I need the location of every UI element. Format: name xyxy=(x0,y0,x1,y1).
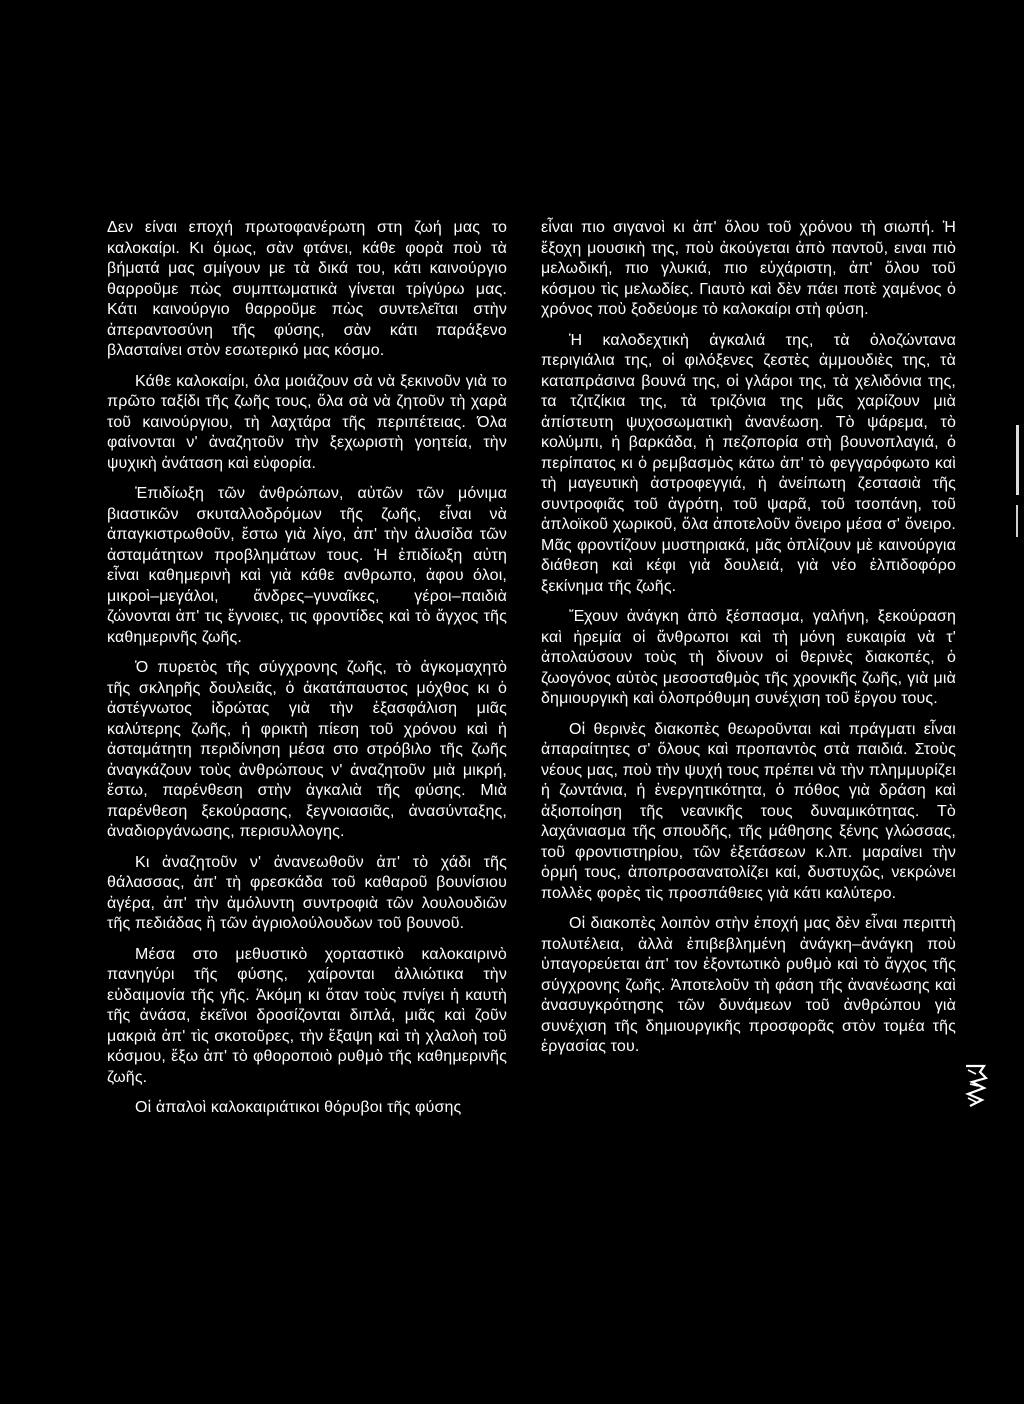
scan-edge-mark xyxy=(1016,505,1018,537)
paragraph: Ἐπιδίωξη τῶν ἀνθρώπων, αὐτῶν τῶν μόνιμα βιαστικῶν σκυταλλοδρόμων τῆς ζωῆς, εἶναι νὰ ἀπαγκιστρωθοῦν, ἔστω γιὰ λίγο, ἀπ' τὴν ἀλυσίδα τῶν ἀσταμάτητων προβλημάτων τους. Ἡ ἐπιδίωξη αὐτη εἶναι καθημερινὴ καὶ γιὰ κάθε ανθρωπο, ἀφου όλοι, μικροὶ–μεγάλοι, ἄνδρες–γυναῖκες, γέροι–παιδιὰ ζώνονται ἀπ' τις ἔγνοιες, τις φροντίδες καὶ τὸ ἄγχος τῆς καθημερινῆς ζωῆς. xyxy=(107,485,507,646)
paragraph: Ἔχουν ἀνάγκη ἀπὸ ξέσπασμα, γαλήνη, ξεκούραση καὶ ἠρεμία οἱ ἄνθρωποι καὶ τὴ μόνη ευκαιρία νὰ τ' ἀπολαύσουν τοὺς τὴ δίνουν οἱ θερινὲς διακοπές, ὁ ζωογόνος αὐτὸς μεσοσταθμὸς τῆς χρονικῆς ζωῆς, γιὰ μιὰ δημιουργικὴ καὶ ὁλοπρόθυμη συνέχιση τοῦ ἔργου τους. xyxy=(541,608,956,707)
paragraph: Οἱ διακοπὲς λοιπὸν στὴν ἐποχή μας δὲν εἶναι περιττὴ πολυτέλεια, ἀλλὰ ἐπιβεβλημένη ἀνάγκη–ἀνάγκη ποὺ ὑπαγορεύεται ἀπ' τον ἐξοντωτικὸ ρυθμὸ καὶ τὸ ἄγχος τῆς σύγχρονης ζωῆς. Ἀποτελοῦν τὴ φάση τῆς ἀνανέωσης καὶ ἀνασυγκρότησης τῶν δυνάμεων τοῦ ἀνθρώπου γιὰ συνέχιση τῆς δημιουργικῆς προσφορᾶς στὸν τομέα τῆς ἐργασίας του. xyxy=(541,915,956,1055)
paragraph: Μέσα στο μεθυστικὸ χορταστικὸ καλοκαιρινὸ πανηγύρι τῆς φύσης, χαίρονται ἀλλιώτικα τὴν εὐδαιμονία τῆς γῆς. Ἀκόμη κι ὅταν τοὺς πνίγει ἡ καυτὴ τῆς ἀνάσα, ἐκεῖνοι δροσίζονται διπλά, μιᾶς καὶ ζοῦν μακριὰ ἀπ' τὶς σκοτοῦρες, τὴν ἔξαψη καὶ τὴ χλαλοὴ τοῦ κόσμου, ἔξω ἀπ' τὸ φθοροποιὸ ρυθμὸ τῆς καθημερινῆς ζωῆς. xyxy=(107,945,507,1086)
paragraph: Κι ἀναζητοῦν ν' ἀνανεωθοῦν ἀπ' τὸ χάδι τῆς θάλασσας, ἀπ' τὴ φρεσκάδα τοῦ καθαροῦ βουνίσιου ἀγέρα, ἀπ' τὴν ἀμόλυντη συντροφιὰ τῶν λουλουδιῶν τῆς πεδιάδας ἢ τῶν ἀγριολούλουδων τοῦ βουνοῦ. xyxy=(107,853,507,932)
paragraph: Δεν είναι εποχή πρωτοφανέρωτη στη ζωή μας το καλοκαίρι. Κι όμως, σὰν φτάνει, κάθε φορὰ ποὺ τὰ βήματά μας σμίγουν με τὰ δικά του, κάτι καινούργιο θαρροῦμε πὼς συμπτωματικὰ γίνεται τρίγύρω μας. Κάτι καινούργιο θαρροῦμε πὼς συντελεῖται στὴν ἀπεραντοσύνη τῆς φύσης, σὰν κάτι παράξενο βλασταίνει στὸν εσωτερικό μας κόσμο. xyxy=(107,219,507,359)
scan-edge-mark xyxy=(1016,425,1019,495)
paragraph: Ἡ καλοδεχτικὴ ἀγκαλιά της, τὰ ὁλοζώντανα περιγιάλια της, οἱ φιλόξενες ζεστὲς ἀμμουδιὲς της, τὰ καταπράσινα βουνά της, οἱ γλάροι της, τὰ χελιδόνια της, τα τζιτζίκια της, τὰ τριζόνια της μᾶς χαρίζουν μιὰ ἀπίστευτη ψυχοσωματικὴ ἀνανέωση. Τὸ ψάρεμα, τὸ κολύμπι, ἡ βαρκάδα, ἡ πεζοπορία στὴ βουνοπλαγιά, ὁ περίπατος κι ὁ ρεμβασμὸς κάτω ἀπ' τὸ φεγγαρόφωτο καὶ τὴ μαγευτικὴ ἀστροφεγγιά, ἡ ἀνείπωτη ζεστασιὰ τῆς συντροφιᾶς τοῦ ἀγρότη, τοῦ ψαρᾶ, τοῦ τσοπάνη, τοῦ ἁπλοϊκοῦ χωρικοῦ, ὅλα ἀποτελοῦν ὄνειρο μέσα σ' ὄνειρο. Μᾶς φροντίζουν μυστηριακά, μᾶς ὁπλίζουν μὲ καινούργια διάθεση καὶ κέφι γιὰ δουλειά, γιὰ νέο ἐλπιδοφόρο ξεκίνημα τῆς ζωῆς. xyxy=(541,331,956,595)
ornament-icon xyxy=(962,1062,988,1108)
left-text-column xyxy=(107,218,507,1129)
paragraph: Οἱ θερινὲς διακοπὲς θεωροῦνται καὶ πράγματι εἶναι ἀπαραίτητες σ' ὅλους καὶ προπαντὸς στὰ παιδιά. Στοὺς νέους μας, ποὺ τὴν ψυχή τους πρέπει νὰ τὴν πλημμυρίζει ἡ ζωντάνια, ἡ ἐνεργητικότητα, ὁ πόθος γιὰ δράση καὶ ἀξιοποίηση τῆς νεανικῆς τους δυναμικότητας. Τὸ λαχάνιασμα τῆς σπουδῆς, τῆς μάθησης ξένης γλώσσας, τοῦ φροντιστηρίου, τῶν ἐξετάσεων κ.λπ. μαραίνει τὴν ὁρμή τους, ἀποπροσανατολίζει καί, δυστυχῶς, νεκρώνει πολλὲς φορὲς τὶς προσπάθειες γιὰ κάτι καλύτερο. xyxy=(541,720,956,902)
paragraph: εἶναι πιο σιγανοὶ κι ἀπ' ὅλου τοῦ χρόνου τὴ σιωπή. Ἡ ἔξοχη μουσικὴ της, ποὺ ἀκούγεται ἀπὸ παντοῦ, ειναι πιὸ μελωδική, πιο γλυκιά, πιο εὐχάριστη, ἀπ' ὅλου τοῦ κόσμου τὶς μελωδίες. Γιαυτὸ καὶ δὲν πάει ποτὲ χαμένος ὁ χρόνος ποὺ ξοδεύομε τὸ καλοκαίρι στὴ φύση. xyxy=(541,219,956,318)
paragraph: Κάθε καλοκαίρι, όλα μοιάζουν σὰ νὰ ξεκινοῦν γιὰ το πρῶτο ταξίδι τῆς ζωῆς τους, ὅλα σὰ νὰ ζητοῦν τὴ χαρὰ τοῦ καινούργιου, τὴ λαχτάρα τῆς περιπέτειας. Όλα φαίνονται ν' ἀναζητοῦν τὴν ξεχωριστὴ γοητεία, τὴν ψυχικὴ ἀνάταση καὶ εὐφορία. xyxy=(107,372,507,472)
paragraph: Οἱ ἁπαλοὶ καλοκαιριάτικοι θόρυβοι τῆς φύσης xyxy=(135,1099,462,1116)
paragraph: Ὁ πυρετὸς τῆς σύγχρονης ζωῆς, τὸ ἀγκομαχητὸ τῆς σκληρῆς δουλειᾶς, ὁ ἀκατάπαυστος μόχθος κι ὁ ἀστέγνωτος ἱδρώτας γιὰ τὴν ἐξασφάλιση μιᾶς καλύτερης ζωῆς, ἡ φρικτὴ πίεση τοῦ χρόνου καὶ ἡ ἀσταμάτητη περιδίνηση μέσα στο στρόβιλο τῆς ζωῆς ἀναγκάζουν τοὺς ἀνθρώπους ν' ἀναζητοῦν μιὰ μικρή, ἔστω, παρένθεση στὴν ἀγκαλιὰ τῆς φύσης. Μιὰ παρένθεση ξεκούρασης, ξεγνοιασιᾶς, ἀνασύνταξης, ἀναδιοργάνωσης, περισυλλογης. xyxy=(107,659,507,840)
right-text-column xyxy=(541,218,956,1068)
